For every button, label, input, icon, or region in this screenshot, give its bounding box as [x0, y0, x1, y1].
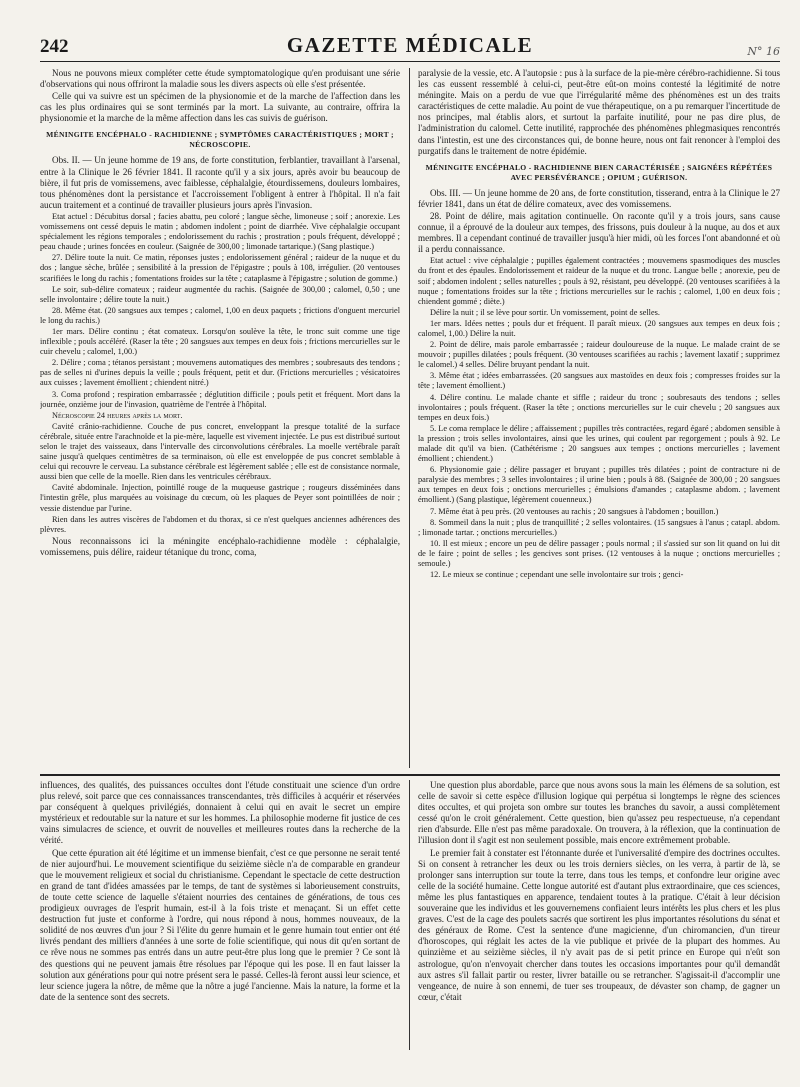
page-header — [40, 30, 780, 62]
paragraph: 27. Délire toute la nuit. Ce matin, réponses justes ; endolorissement général ; raideur de la nuque et du dos ; langue sèche, brûlée ; sensibilité à la pression de l'épigastre ; pouls à 108, irrégulier. (20 ventouses scarifiées le long du rachis ; fomentations froides sur la tête ; cataplasme à l'épigastre ; solution de gomme.) — [40, 253, 400, 283]
column-divider — [409, 780, 410, 1050]
column-divider — [409, 68, 410, 768]
top-left-column — [40, 68, 400, 770]
paragraph: 7. Même état à peu près. (20 ventouses au rachis ; 20 sangsues à l'abdomen ; bouillon.) — [430, 506, 719, 516]
paragraph: 5. Le coma remplace le délire ; affaissement ; pupilles très contractées, regard égaré ; abdomen sensible à la pression ; trois selles involontaires, ainsi que les urines, qui coulent par regorgement ; pouls à 92. Le malade dit qu'il va bien. (Cathétérisme ; 20 sangsues aux tempes ; onctions mercurielles ; lavement émollient ; chiendent.) — [418, 423, 780, 464]
page-number: 242 — [40, 36, 69, 57]
paragraph: Une question plus abordable, parce que nous avons sous la main les élémens de sa solution, est celle de savoir si cette espèce d'illusion logique qui perpétua si longtemps le règne des sciences dites occultes, et qui projeta son ombre sur toutes les branches du savoir, a aussi complètement cessé qu'on le croit généralement. Cette question, bien qu'assez peu respectueuse, n'a cependant rien d'absurde. Elle n'est pas même paradoxale. On trouvera, à la réflexion, que la continuation de l'illusion dont il s'agit est non seulement possible, mais encore extrêmement probable. — [418, 780, 780, 846]
paragraph: Cavité crânio-rachidienne. Couche de pus concret, enveloppant la presque totalité de la surface cérébrale, située entre l'arachnoïde et la pie-mère, laquelle est vivement injectée. Le pus est distribué surtout selon le trajet des vaisseaux, dans l'intervalle des circonvolutions cérébrales. La moelle vertébrale paraît saine jusqu'à quelques centimètres de sa terminaison, où elle est enveloppée de pus concret semblable à celui qui recouvre le cerveau. La substance cérébrale est légèrement sablée ; elle est de consistance normale, aussi bien que celle de la moelle. Rien dans les ventricules cérébraux. — [40, 421, 400, 482]
paragraph: Nous reconnaissons ici la méningite encéphalo-rachidienne modèle : céphalalgie, vomissemens, puis délire, raideur tétanique du tronc, coma, — [40, 535, 400, 557]
paragraph: Le premier fait à constater est l'étonnante durée et l'universalité d'empire des doctrines occultes. Si on consent à retrancher les deux ou les trois derniers siècles, on les verra, à partir de là, se prolonger sans interruption sur toute la terre, dans tous les temps, et confondre leur origine avec celle de la société humaine. Cette longue autorité est d'autant plus extraordinaire, que ces sciences, même les plus fantastiques en apparence, tendaient toutes à la pratique. C'était à leur décision souveraine que les individus et les gouvernemens confiaient leurs intérêts les plus chers et les plus graves. C'est de la cage des poulets sacrés que sortirent les plus importantes résolutions du sénat et des généraux de Rome. C'est la sentence d'une magicienne, d'un chiromancien, d'un tireur d'horoscopes, qui réglait les actes de la vie publique et privée de la plupart des hommes. Au quinzième et au seizième siècles, il n'y avait pas de si petit prince en Europe qui n'eût son astrologue, qu'on n'envoyait chercher dans toutes les occasions importantes pour qu'il demandât aux astres s'il fallait partir ou rester, livrer bataille ou se retrancher. S'agissait-il d'accomplir une vengeance, de nuire à son ennemi, de tuer ses troupeaux, de dévaster son champ, de gagner un cœur, c'était — [418, 847, 780, 1002]
paragraph: Le soir, sub-délire comateux ; raideur augmentée du rachis. (Saignée de 300,00 ; calomel, 0,50 ; une selle involontaire ; délire toute la nuit.) — [40, 284, 400, 304]
newspaper-page — [40, 30, 780, 1075]
paragraph: Celle qui va suivre est un spécimen de la physionomie et de la marche de l'affection dans les cas les plus ordinaires qui se sont terminés par la mort. La suivante, au contraire, offrira la physionomie et la marche de la même affection dans les cas suivis de guérison. — [40, 91, 400, 124]
paragraph: 28. Même état. (20 sangsues aux tempes ; calomel, 1,00 en deux paquets ; frictions d'onguent mercuriel le long du rachis.) — [40, 305, 400, 325]
paragraph: Rien dans les autres viscères de l'abdomen et du thorax, si ce n'est quelques anciennes adhérences des plèvres. — [40, 514, 400, 534]
paragraph: Cavité abdominale. Injection, pointillé rouge de la muqueuse gastrique ; rougeurs disséminées dans l'intestin grêle, plus marquées au voisinage du cœcum, où les plaques de Peyer sont pointillées de noir ; vessie distendue par l'urine. — [40, 483, 400, 513]
feuilleton-rule — [40, 774, 780, 776]
paragraph: 6. Physionomie gaie ; délire passager et bruyant ; pupilles très dilatées ; point de contracture ni de paralysie des membres ; 3 selles involontaires ; il urine bien ; pouls à 88. (Saignée de 300,00 ; 20 sangsues aux tempes en deux fois ; onctions mercurielles ; émulsions d'amandes ; cataplasme abdom. ; lavement émollient.) (Sang plastique, légèrement couenneux.) — [418, 465, 780, 505]
paragraph: 2. Point de délire, mais parole embarrassée ; raideur douloureuse de la nuque. Le malade craint de se mouvoir ; pupilles dilatées ; pouls fréquent. (30 ventouses scarifiées au rachis ; lavement laxatif ; supprimez le calomel.) 4 selles. Délire bruyant pendant la nuit. — [418, 340, 780, 370]
masthead-title: GAZETTE MÉDICALE — [286, 33, 534, 57]
paragraph: 1er mars. Idées nettes ; pouls dur et fréquent. Il paraît mieux. (20 sangsues aux tempes en deux fois ; calomel, 1,00.) Délire la nuit. — [418, 318, 780, 338]
section-heading: MÉNINGITE ENCÉPHALO - RACHIDIENNE BIEN CARACTÉRISÉE ; SAIGNÉES RÉPÉTÉES AVEC PERSÉVÉRANCE ; OPIUM ; GUÉRISON. — [425, 162, 773, 182]
paragraph: 8. Sommeil dans la nuit ; plus de tranquillité ; 2 selles volontaires. (15 sangsues à l'anus ; catapl. abdom. ; limonade tartar. ; onctions mercurielles.) — [418, 517, 780, 537]
paragraph: Obs. III. — Un jeune homme de 20 ans, de forte constitution, tisserand, entra à la Clinique le 27 février 1841, dans un état de délire comateux, avec des vomissemens. — [418, 187, 780, 209]
paragraph: Nécroscopie 24 heures après la mort. — [52, 410, 183, 420]
bottom-right-column — [418, 780, 780, 1052]
paragraph: Obs. II. — Un jeune homme de 19 ans, de forte constitution, ferblantier, travaillant à l'arsenal, entre à la Clinique le 26 février 1841. Il raconte qu'il y a six jours, après avoir bu beaucoup de bière, il fut pris de vomissemens, avec faiblesse, céphalalgie, étourdissemens, douleurs lombaires, tous phénomènes dont la persistance et l'accroissement l'obligent à entrer à l'hôpital. Il n'a fait aucun traitement et a continué de travailler plusieurs jours après l'invasion. — [40, 155, 400, 210]
paragraph: 1er mars. Délire continu ; état comateux. Lorsqu'on soulève la tête, le tronc suit comme une tige inflexible ; pouls accéléré. (Raser la tête ; 20 sangsues aux tempes en deux fois ; frictions mercurielles sur le cuir chevelu ; calomel, 1,00.) — [40, 326, 400, 357]
top-right-column — [418, 68, 780, 770]
issue-number: N° 16 — [747, 45, 780, 58]
paragraph: Nous ne pouvons mieux compléter cette étude symptomatologique qu'en produisant une série d'observations qui nous offriront la maladie sous les divers aspects où elle s'est présentée. — [40, 68, 400, 90]
paragraph: paralysie de la vessie, etc. A l'autopsie : pus à la surface de la pie-mère cérébro-rachidienne. Si tous les cas eussent ressemblé à celui-ci, peut-être eût-on moins contesté la légitimité de notre méningite. Mais on a perdu de vue que l'irrégularité même des phénomènes est un des traits caractéristiques de cette maladie. Au point de vue thérapeutique, on a pu remarquer l'incertitude de nos principes, mal établis alors, et surtout la parfaite inutilité, pour ne pas dire plus, de l'administration du calomel. Cette inutilité, rapprochée des phénomènes phlegmasiques rencontrés dans l'intestin, est une des circonstances qui, de bonne heure, nous ont fait renoncer à l'emploi des purgatifs dans le traitement de notre épidémie. — [418, 68, 780, 156]
paragraph: 28. Point de délire, mais agitation continuelle. On raconte qu'il y a trois jours, sans cause connue, il a éprouvé de la douleur aux tempes, des frissons, puis douleur à la nuque, au dos et aux membres. Il a cependant continué de travailler jusqu'à hier midi, où les forces l'ont abandonné et où il a perdu connaissance. — [418, 210, 780, 255]
paragraph: 10. Il est mieux ; encore un peu de délire passager ; pouls normal ; il s'assied sur son lit quand on lui dit de le faire ; point de selles ; les gencives sont prises. (12 ventouses à la nuque ; onctions mercurielles ; semoule.) — [418, 538, 780, 569]
paragraph: 3. Même état ; idées embarrassées. (20 sangsues aux mastoïdes en deux fois ; compresses froides sur la tête ; lavement émollient.) — [418, 371, 780, 391]
section-heading: MÉNINGITE ENCÉPHALO - RACHIDIENNE ; SYMPTÔMES CARACTÉRISTIQUES ; MORT ; NÉCROSCOPIE. — [46, 130, 394, 150]
paragraph: Délire la nuit ; il se lève pour sortir. Un vomissement, point de selles. — [430, 307, 660, 317]
paragraph: 2. Délire ; coma ; tétanos persistant ; mouvemens automatiques des membres ; soubresauts des tendons ; pas de selles ni d'urines depuis la veille ; pouls fréquent, petit et dur. (Frictions mercurielles ; vésicatoires aux cuisses ; lavement émollient ; chiendent nitré.) — [40, 358, 400, 388]
paragraph: Etat actuel : vive céphalalgie ; pupilles également contractées ; mouvemens spasmodiques des muscles du front et des épaules. Endolorissement et raideur de la nuque et du tronc. Langue belle ; anorexie, peu de soif ; abdomen indolent ; selles naturelles ; pouls à 92, résistant, peu développé. (20 ventouses scarifiées à la nuque ; fomentations froides sur la tête ; frictions mercurielles sur le rachis ; calomel, 1,00 en deux fois ; chiendent gommé ; diète.) — [418, 256, 780, 306]
paragraph: influences, des qualités, des puissances occultes dont l'étude constituait une science d'un ordre plus relevé, soit parce que ces connaissances transcendantes, très difficiles à acquérir et réservées par conséquent à quelques privilégiés, donnaient à celui qui en avait le secret un empire mystérieux et redoutable sur la nature et sur les hommes. La philosophie moderne fit justice de ces vains simulacres de science, et ouvrit de nouvelles et meilleures routes dans la recherche de la vérité. — [40, 780, 400, 846]
paragraph: 3. Coma profond ; respiration embarrassée ; déglutition difficile ; pouls petit et fréquent. Mort dans la journée, onzième jour de l'invasion, quatrième de l'entrée à l'hôpital. — [40, 389, 400, 409]
paragraph: 4. Délire continu. Le malade chante et siffle ; raideur du tronc ; soubresauts des tendons ; selles involontaires ; pouls fréquent. (Raser la tête ; onctions mercurielles sur le cuir chevelu ; 20 sangsues aux tempes en deux fois.) — [418, 392, 780, 422]
paragraph: Etat actuel : Décubitus dorsal ; facies abattu, peu coloré ; langue sèche, limoneuse ; soif ; anorexie. Les vomissemens ont cessé depuis le matin ; abdomen indolent ; point de diarrhée. Vive céphalalgie occupant spécialement les régions temporales ; endolorissement du rachis ; prostration ; pouls fréquent, développé ; peau chaude ; urines foncées en couleur. (Saignée de 300,00 ; limonade tartarique.) (Sang plastique.) — [40, 211, 400, 252]
bottom-left-column — [40, 780, 400, 1052]
paragraph: Que cette épuration ait été légitime et un immense bienfait, c'est ce que personne ne serait tenté de nier aujourd'hui. Le mouvement scientifique du seizième siècle n'a de comparable en grandeur que le mouvement religieux et social du christianisme. Cependant le spectacle de cette destruction en grand de tant d'idées amassées par le temps, de tant de systèmes si laborieusement construits, de toute cette science de laquelle s'étaient nourries des centaines de générations, de tous ces prodigieux ouvrages de l'esprit humain, est-il à la fois triste et menaçant. Si un effet cette destruction fut juste et conforme à l'ordre, qui nous répond à nous, hommes nouveaux, de la solidité de nos œuvres d'un jour ? Si l'élite du genre humain et le genre humain tout entier ont été livrés pendant des milliers d'années à une sorte de folie scientifique, qui nous dit qu'en sortant de ce rêve nous ne sommes pas entrés dans un autre peut-être plus long que le premier ? Ce sont là des questions qui ne peuvent jamais être résolues par l'époque qui les pose. Il en faut laisser la solution aux générations pour qui notre présent sera le passé. Celles-là feront aussi leur science, et leur science jugera la nôtre, de même que la nôtre a jugé l'ancienne. Mais la nature, la forme et la date de la sentence sont des secrets. — [40, 847, 400, 1002]
paragraph: 12. Le mieux se continue ; cependant une selle involontaire sur trois ; genci- — [430, 570, 684, 580]
